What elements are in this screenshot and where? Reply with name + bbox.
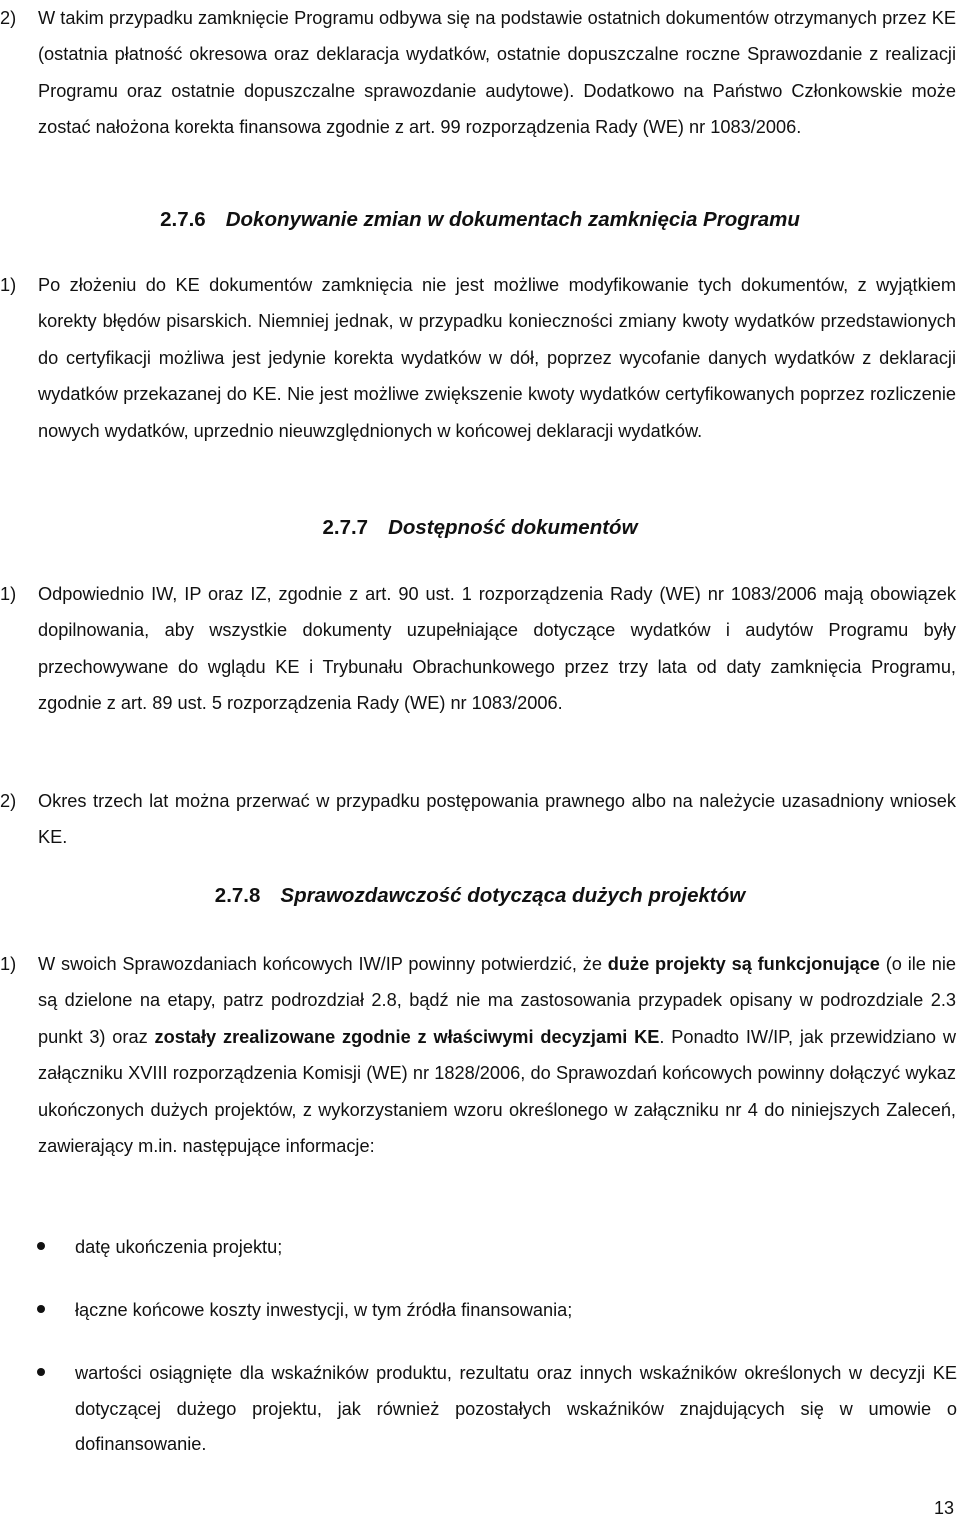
bold-text-run: duże projekty są funkcjonujące xyxy=(607,954,880,974)
section-heading xyxy=(0,516,960,540)
section-heading-number: 2.7.6 xyxy=(160,208,206,231)
section-heading xyxy=(0,208,960,232)
text-run: (o ile nie są dzielone na etapy, patrz podrozdział 2.8, bądź nie ma zastosowania przypadek opisany w podrozdziale 2.3 punkt 3) oraz xyxy=(38,954,956,1047)
list-item-text: datę ukończenia projektu; xyxy=(75,1237,283,1257)
item-number: 2) xyxy=(0,8,17,28)
bullet-icon xyxy=(37,1305,45,1313)
page-number: 13 xyxy=(933,1498,954,1518)
bold-text-run: zostały zrealizowane zgodnie z właściwymi decyzjami KE xyxy=(154,1026,660,1047)
paragraph-text: Okres trzech lat można przerwać w przypadku postępowania prawnego albo na należycie uzasadniony wniosek KE. xyxy=(38,791,956,848)
paragraph-text: Odpowiednio IW, IP oraz IZ, zgodnie z art. 90 ust. 1 rozporządzenia Rady (WE) nr 1083/2006 mają obowiązek dopilnowania, aby wszystkie dokumenty uzupełniające dotyczące wydatków i audytów Programu były przechowywane do wglądu KE i Trybunału Obrachunkowego przez trzy lata od daty zamknięcia Programu, zgodnie z art. 89 ust. 5 rozporządzenia Rady (WE) nr 1083/2006. xyxy=(38,584,956,714)
section-heading-title: Sprawozdawczość dotycząca dużych projektów xyxy=(280,884,746,907)
item-number: 1) xyxy=(0,954,17,974)
section-heading-number: 2.7.7 xyxy=(322,516,369,539)
section-heading-title: Dokonywanie zmian w dokumentach zamknięcia Programu xyxy=(225,208,800,231)
text-run: . Ponadto IW/IP, jak przewidziano w załączniku XVIII rozporządzenia Komisji (WE) nr 1828/2006, do Sprawozdań końcowych powinny dołączyć wykaz ukończonych dużych projektów, z wykorzystaniem wzoru określonego w załączniku nr 4 do niniejszych Zaleceń, zawierający m.in. następujące informacje: xyxy=(38,1026,957,1157)
list-item-text: łączne końcowe koszty inwestycji, w tym źródła finansowania; xyxy=(75,1300,573,1320)
section-heading-title: Dostępność dokumentów xyxy=(388,516,638,539)
item-number: 1) xyxy=(0,275,17,295)
item-number: 2) xyxy=(0,791,17,811)
bullet-icon xyxy=(37,1242,45,1250)
section-heading-number: 2.7.8 xyxy=(214,884,261,907)
text-run: W swoich Sprawozdaniach końcowych IW/IP powinny potwierdzić, że xyxy=(38,954,608,974)
section-heading xyxy=(0,884,960,908)
paragraph-text: W takim przypadku zamknięcie Programu odbywa się na podstawie ostatnich dokumentów otrzymanych przez KE (ostatnia płatność okresowa oraz deklaracja wydatków, ostatnie dopuszczalne roczne Sprawozdanie z realizacji Programu oraz ostatnie dopuszczalne sprawozdanie audytowe). Dodatkowo na Państwo Członkowskie może zostać nałożona korekta finansowa zgodnie z art. 99 rozporządzenia Rady (WE) nr 1083/2006. xyxy=(38,8,956,138)
paragraph-text xyxy=(38,946,956,1164)
list-item-text: wartości osiągnięte dla wskaźników produktu, rezultatu oraz innych wskaźników określonych w decyzji KE dotyczącej dużego projektu, jak również pozostałych wskaźników znajdujących się w umowie o dofinansowanie. xyxy=(75,1363,957,1454)
bullet-icon xyxy=(37,1368,45,1376)
paragraph-text: Po złożeniu do KE dokumentów zamknięcia nie jest możliwe modyfikowanie tych dokumentów, z wyjątkiem korekty błędów pisarskich. Niemniej jednak, w przypadku konieczności zmiany kwoty wydatków przedstawionych do certyfikacji możliwa jest jedynie korekta wydatków w dół, poprzez wycofanie danych wydatków z deklaracji wydatków przekazanej do KE. Nie jest możliwe zwiększenie kwoty wydatków certyfikowanych poprzez rozliczenie nowych wydatków, uprzednio nieuwzględnionych w końcowej deklaracji wydatków. xyxy=(38,275,956,441)
item-number: 1) xyxy=(0,584,17,604)
